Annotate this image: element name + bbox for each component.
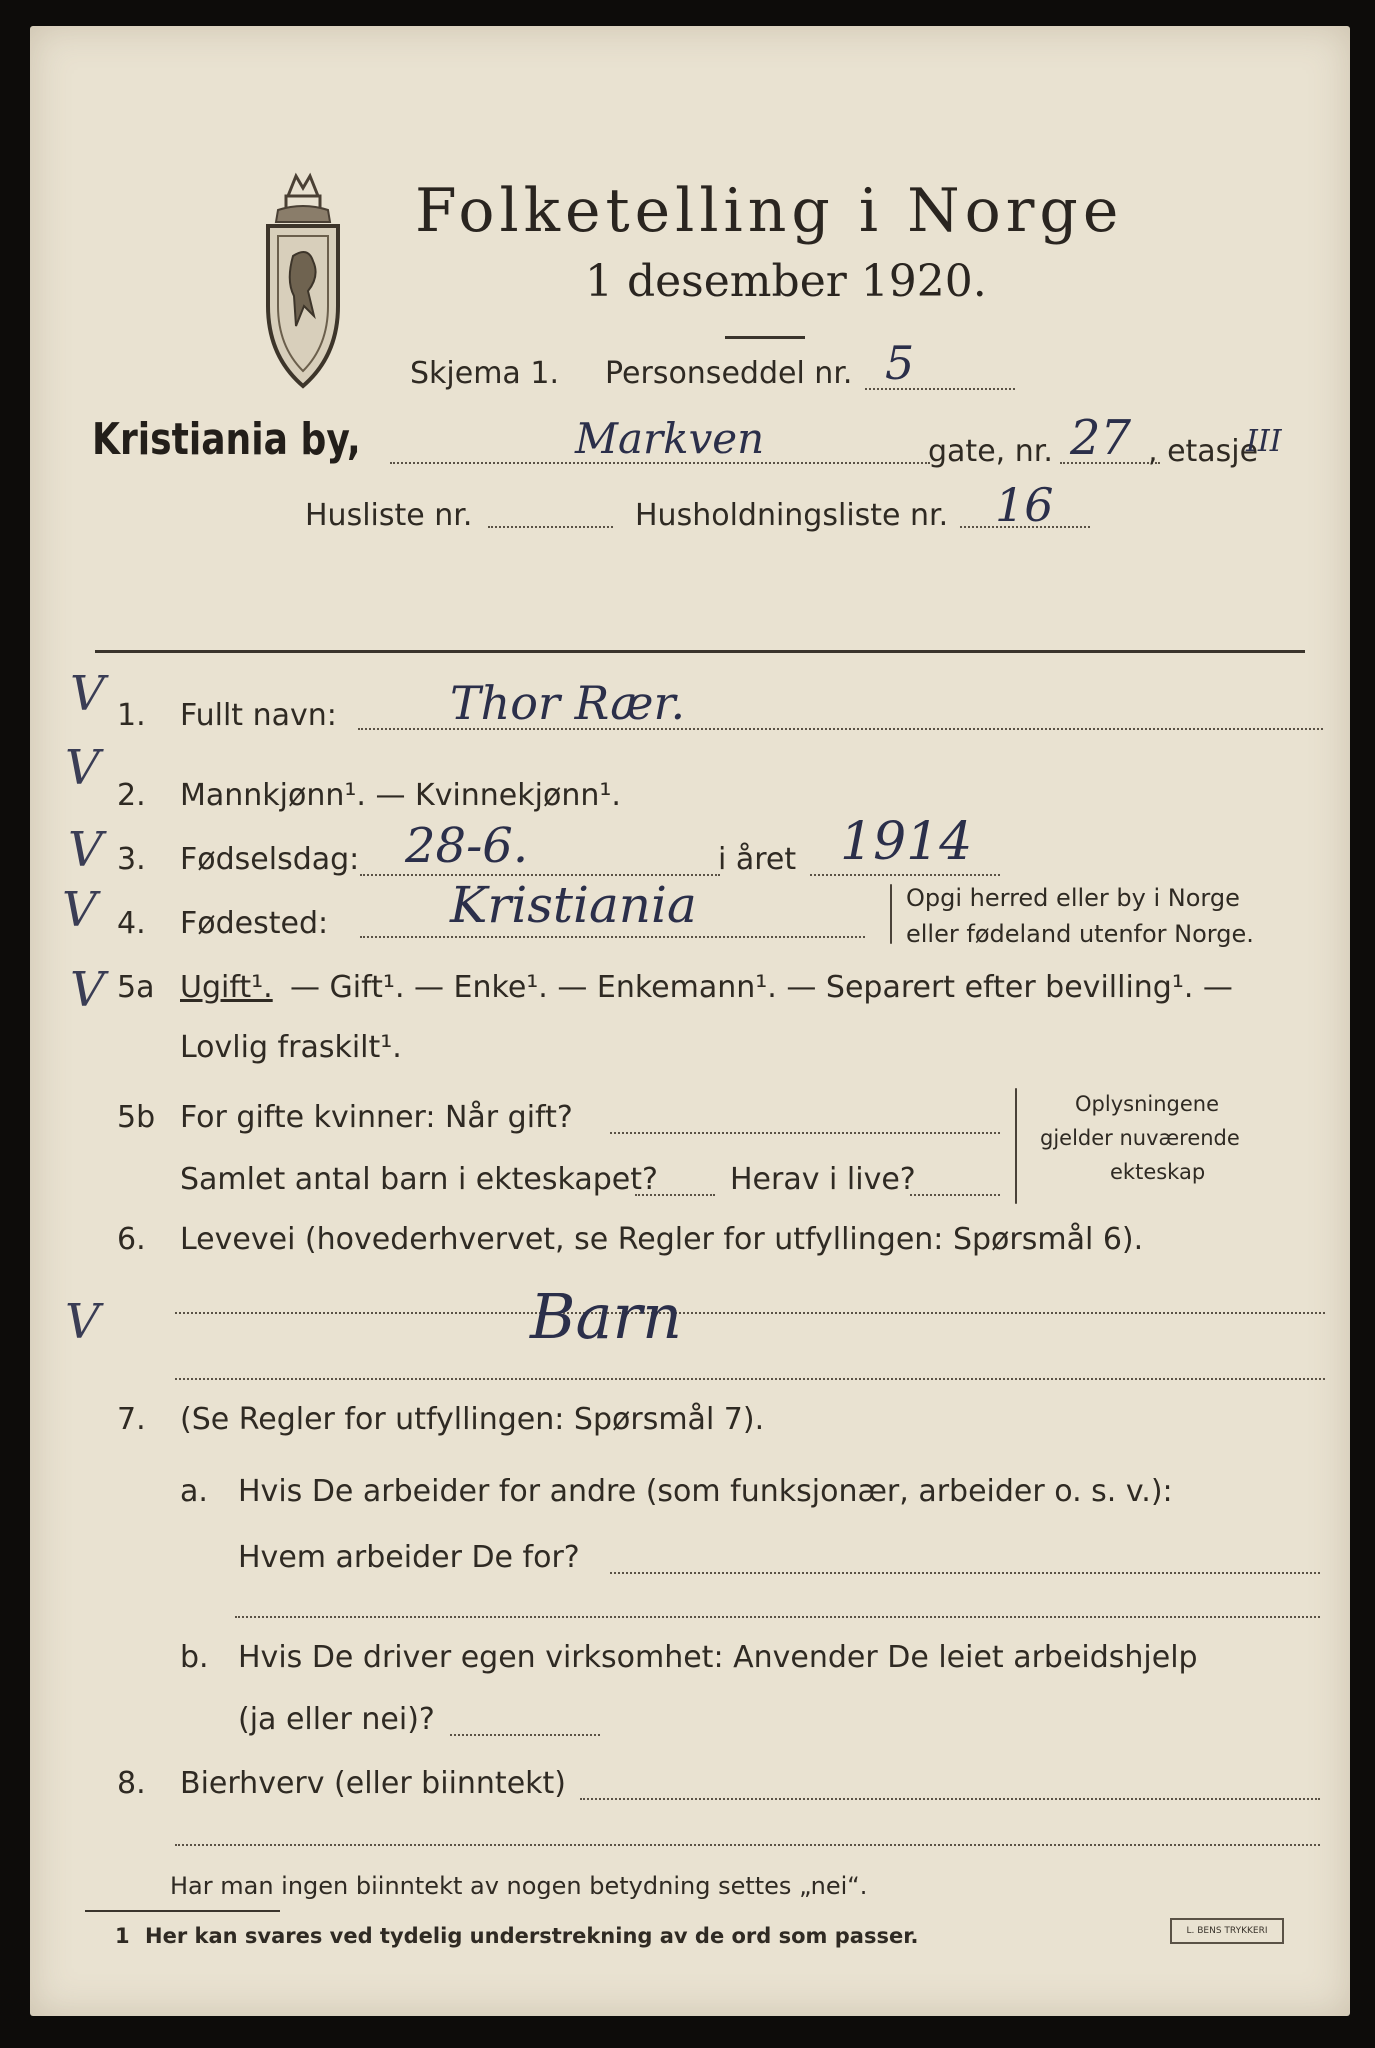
street-value: Markven [575,414,765,463]
q7a-text: Hvis De arbeider for andre (som funksjonær, arbeider o. s. v.): [238,1474,1173,1509]
printer-stamp: L. BENS TRYKKERI [1170,1918,1284,1944]
q3-year-value: 1914 [840,812,973,872]
footnote-text: Her kan svares ved tydelig understrekning av de ord som passer. [145,1924,919,1948]
q7b-text: Hvis De driver egen virksomhet: Anvender De leiet arbeidshjelp [238,1640,1198,1675]
checkmark-q4-icon: V [62,882,97,938]
q7b-question: (ja eller nei)? [238,1702,435,1737]
q5a-other-options: — Gift¹. — Enke¹. — Enkemann¹. — Separert efter bevilling¹. — [290,970,1233,1005]
checkmark-q6-icon: V [65,1294,100,1350]
q4-birthplace-value: Kristiania [450,876,697,934]
q7a-question: Hvem arbeider De for? [238,1540,580,1575]
husholdning-value: 16 [995,478,1054,532]
q5b-label: For gifte kvinner: Når gift? [180,1100,573,1135]
q4-number: 4. [117,906,146,941]
q8-number: 8. [117,1766,146,1801]
q7a-letter: a. [180,1474,208,1509]
personseddel-value: 5 [885,336,915,390]
q3-number: 3. [117,842,146,877]
q4-note-line2: eller fødeland utenfor Norge. [906,920,1254,948]
q6-label: Levevei (hovederhvervet, se Regler for utfyllingen: Spørsmål 6). [180,1222,1144,1257]
checkmark-q5a-icon: V [70,962,105,1018]
header-divider [95,650,1305,653]
q3-label: Fødselsdag: [180,842,360,877]
q5b-note-line2: gjelder nuværende [1040,1126,1240,1150]
q1-label: Fullt navn: [180,698,337,733]
form-date: 1 desember 1920. [585,256,987,307]
checkmark-q2-icon: V [65,740,100,796]
husliste-label: Husliste nr. [305,498,473,533]
q7-label: (Se Regler for utfyllingen: Spørsmål 7). [180,1402,765,1437]
etasje-label: , etasje [1148,434,1259,469]
q7b-letter: b. [180,1640,209,1675]
q5b-number: 5b [117,1100,156,1135]
q7-number: 7. [117,1402,146,1437]
q5a-ugift-option: Ugift¹. [180,970,273,1005]
gate-number-value: 27 [1070,410,1132,466]
form-title: Folketelling i Norge [415,176,1124,246]
q2-number: 2. [117,778,146,813]
checkmark-q1-icon: V [70,666,105,722]
footer-note: Har man ingen biinntekt av nogen betydning settes „nei“. [170,1872,868,1900]
title-divider [725,336,805,339]
q1-full-name-value: Thor Rær. [450,676,686,730]
q6-occupation-value: Barn [530,1280,683,1353]
q3-birthday-value: 28-6. [405,818,529,874]
q5b-children-label: Samlet antal barn i ekteskapet? [180,1162,658,1197]
q2-label: Mannkjønn¹. — Kvinnekjønn¹. [180,778,621,813]
coat-of-arms-icon [248,166,358,396]
q3-year-label: i året [718,842,797,877]
q8-label: Bierhverv (eller biinntekt) [180,1766,566,1801]
q5a-number: 5a [117,970,155,1005]
gate-label: gate, nr. [928,434,1053,469]
etasje-value: III [1246,424,1282,459]
schema-label: Skjema 1. [410,356,559,391]
footnote-divider [85,1910,280,1912]
q5b-alive-label: Herav i live? [730,1162,916,1197]
q5a-lovlig-fraskilt: Lovlig fraskilt¹. [180,1030,402,1065]
husholdning-label: Husholdningsliste nr. [635,498,949,533]
q5b-note-line1: Oplysningene [1075,1092,1219,1116]
city-label: Kristiania by, [92,414,361,465]
q6-number: 6. [117,1222,146,1257]
q4-label: Fødested: [180,906,329,941]
census-form [30,26,1350,2016]
q5b-note-line3: ekteskap [1110,1160,1206,1184]
footnote-mark: 1 [115,1924,130,1948]
q1-number: 1. [117,698,146,733]
personseddel-label: Personseddel nr. [605,356,853,391]
q4-note-line1: Opgi herred eller by i Norge [906,884,1240,912]
checkmark-q3-icon: V [68,822,103,878]
